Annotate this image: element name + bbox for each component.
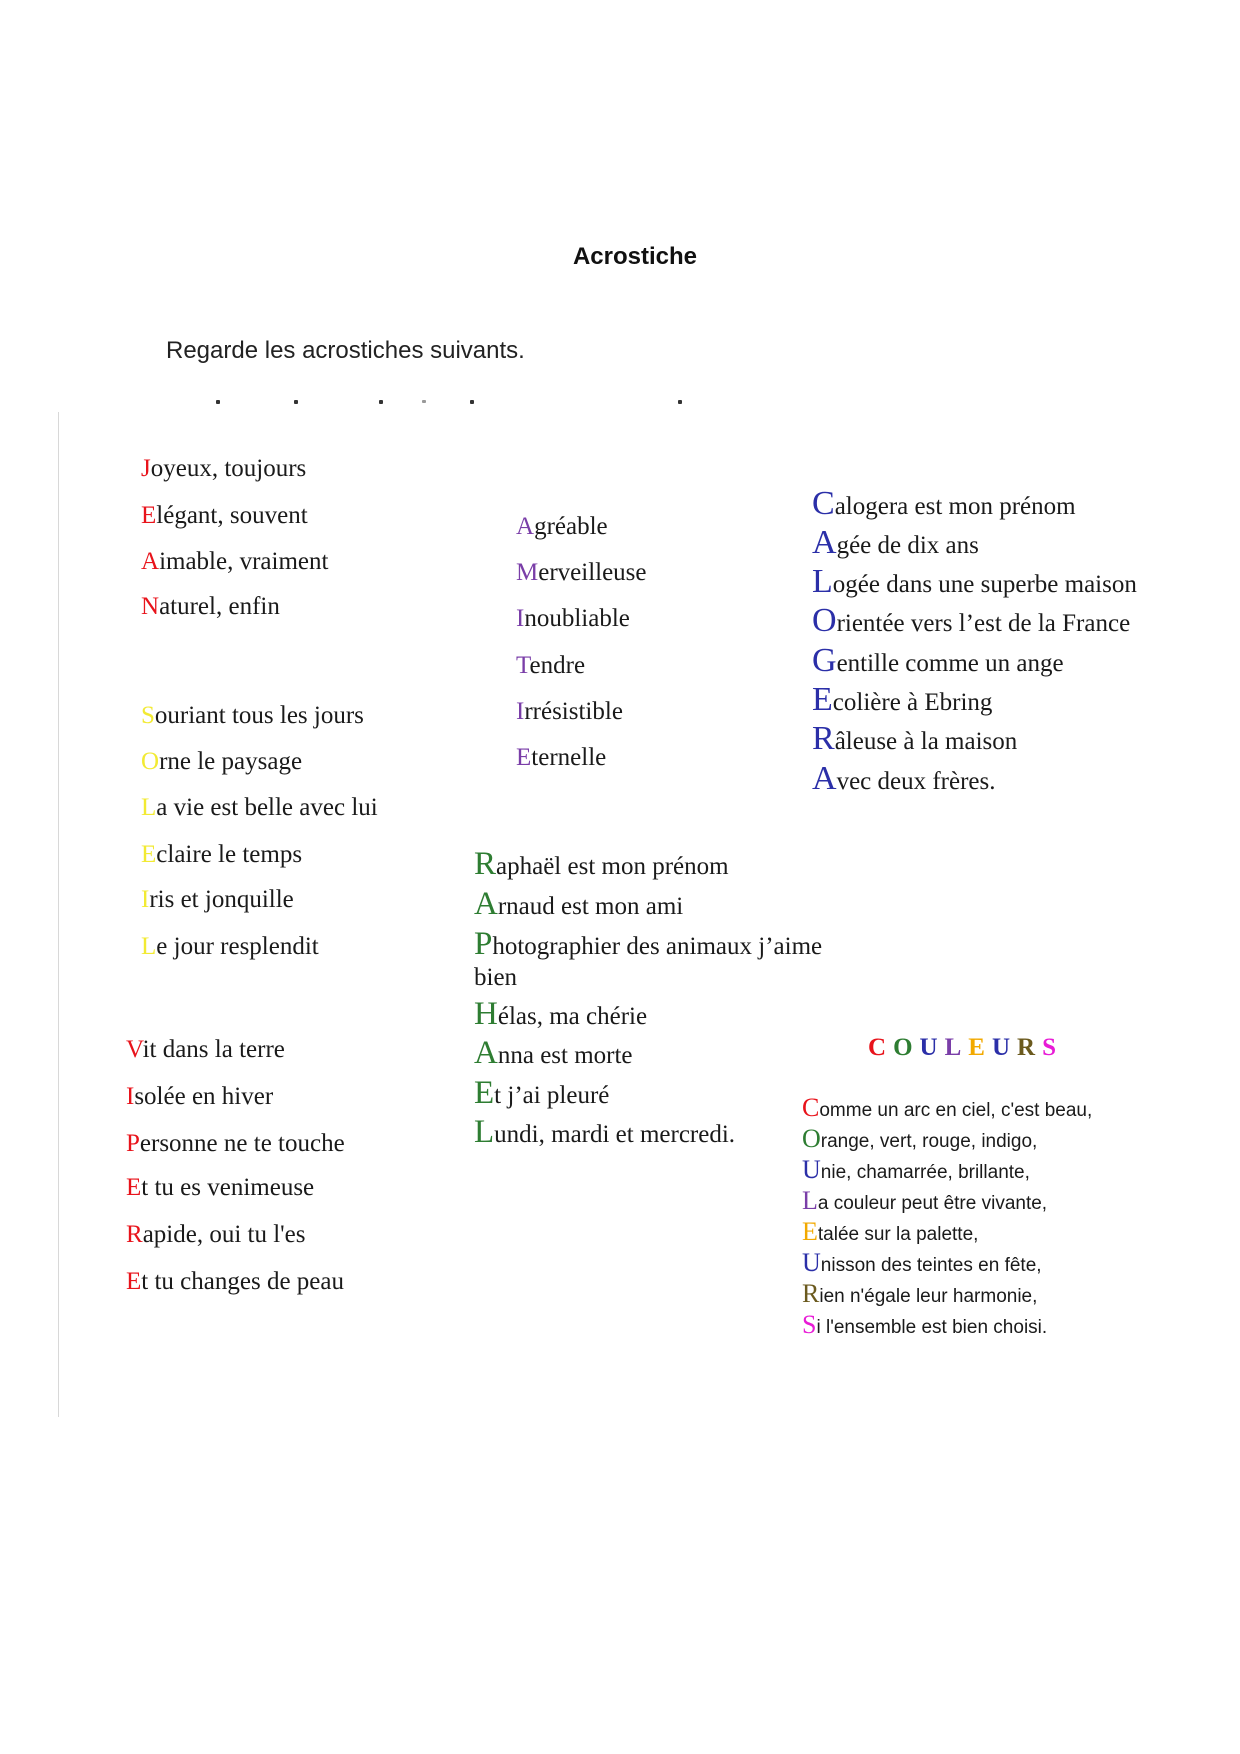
line-text: rne le paysage <box>159 748 303 775</box>
initial-letter: A <box>141 548 160 575</box>
line-text: a couleur peut être vivante, <box>817 1193 1048 1214</box>
initial-letter: R <box>802 1279 820 1308</box>
poem-line <box>802 1186 1047 1216</box>
poem-line <box>141 548 328 576</box>
initial-letter: T <box>516 652 530 679</box>
poem-line <box>141 748 302 776</box>
poem-line <box>141 841 302 869</box>
line-text: aturel, enfin <box>159 593 280 620</box>
line-text: noubliable <box>524 605 630 632</box>
poem-line <box>812 563 1137 601</box>
poem-line <box>474 1075 609 1112</box>
line-text: talée sur la palette, <box>817 1224 979 1245</box>
poem-line <box>474 846 729 883</box>
line-text: gréable <box>534 513 608 540</box>
poem-line <box>126 1221 306 1249</box>
line-text: solée en hiver <box>134 1083 274 1110</box>
line-text: vec deux frères. <box>836 768 996 795</box>
initial-letter: E <box>812 681 833 718</box>
initial-letter: V <box>126 1036 143 1063</box>
initial-letter: C <box>802 1093 820 1122</box>
separator-dot <box>422 400 426 403</box>
line-text: t tu es venimeuse <box>141 1174 315 1201</box>
separator-dot <box>379 400 383 404</box>
line-text: hotographier des animaux j’aime <box>492 933 823 960</box>
line-text: ersonne ne te touche <box>139 1130 345 1157</box>
poem-line <box>516 513 608 541</box>
poem-line <box>474 1035 633 1072</box>
poem-line <box>474 1114 735 1151</box>
instruction-text: Regarde les acrostiches suivants. <box>166 337 525 364</box>
line-text: a vie est belle avec lui <box>156 794 378 821</box>
poem-line <box>474 996 647 1033</box>
line-text: i l'ensemble est bien choisi. <box>816 1317 1048 1338</box>
poem-line <box>141 886 294 914</box>
initial-letter: L <box>812 563 833 600</box>
line-text: ris et jonquille <box>149 886 294 913</box>
poem-line <box>516 698 623 726</box>
poem-line <box>126 1174 314 1202</box>
initial-letter: G <box>812 642 837 679</box>
poem-line <box>141 455 306 483</box>
line-text: it dans la terre <box>142 1036 285 1063</box>
initial-letter: C <box>812 485 835 522</box>
initial-letter: L <box>141 933 157 960</box>
initial-letter: I <box>516 698 525 725</box>
title-letter: U <box>991 1034 1018 1061</box>
line-text: ternelle <box>531 744 607 771</box>
poem-line <box>802 1093 1092 1123</box>
poem-line <box>516 559 647 587</box>
poem-line <box>141 702 364 730</box>
initial-letter: A <box>516 513 535 540</box>
poem-line <box>812 681 992 719</box>
line-continuation: bien <box>474 964 518 991</box>
initial-letter: O <box>141 748 160 775</box>
title-letter: O <box>893 1034 920 1061</box>
initial-letter: E <box>802 1217 818 1246</box>
poem-line <box>802 1155 1030 1185</box>
poem-line <box>126 1036 285 1064</box>
line-text: t tu changes de peau <box>141 1268 344 1295</box>
title-letter: R <box>1017 1034 1043 1061</box>
initial-letter: E <box>126 1174 142 1201</box>
dotted-separator <box>0 400 1240 416</box>
initial-letter: E <box>474 1075 495 1111</box>
title-letter: S <box>1042 1034 1063 1061</box>
initial-letter: R <box>126 1221 143 1248</box>
initial-letter: U <box>802 1155 821 1184</box>
line-text: endre <box>529 652 586 679</box>
line-text: erveilleuse <box>538 559 647 586</box>
initial-letter: S <box>141 702 155 729</box>
line-text: oyeux, toujours <box>150 455 307 482</box>
line-text: colière à Ebring <box>832 689 993 716</box>
title-letter: E <box>968 1034 992 1061</box>
line-text: ien n'égale leur harmonie, <box>819 1286 1038 1307</box>
line-text: undi, mardi et mercredi. <box>494 1121 736 1148</box>
poem-line <box>141 502 308 530</box>
initial-letter: P <box>126 1130 140 1157</box>
initial-letter: L <box>141 794 157 821</box>
initial-letter: H <box>474 996 498 1032</box>
initial-letter: A <box>812 760 837 797</box>
line-text: apide, oui tu l'es <box>142 1221 306 1248</box>
left-margin-line <box>58 412 59 1417</box>
poem-line <box>474 886 683 923</box>
line-text: imable, vraiment <box>159 548 329 575</box>
separator-dot <box>216 400 220 404</box>
line-text: rientée vers l’est de la France <box>836 610 1131 637</box>
initial-letter: I <box>126 1083 135 1110</box>
initial-letter: E <box>516 744 532 771</box>
line-text: alogera est mon prénom <box>834 493 1076 520</box>
line-text: omme un arc en ciel, c'est beau, <box>819 1100 1093 1121</box>
initial-letter: N <box>141 593 160 620</box>
initial-letter: I <box>141 886 150 913</box>
poem-line <box>126 1130 345 1158</box>
line-text: claire le temps <box>156 841 303 868</box>
initial-letter: J <box>141 455 151 482</box>
poem-line <box>141 794 378 822</box>
line-text: range, vert, rouge, indigo, <box>820 1131 1038 1152</box>
line-text: ouriant tous les jours <box>154 702 364 729</box>
initial-letter: A <box>474 886 498 922</box>
initial-letter: A <box>812 524 837 561</box>
line-text: rnaud est mon ami <box>497 893 684 920</box>
acrostic-couleurs-title <box>868 1034 1063 1062</box>
poem-line <box>812 602 1130 640</box>
line-text: nie, chamarrée, brillante, <box>820 1162 1030 1183</box>
poem-line <box>516 605 630 633</box>
initial-letter: L <box>802 1186 818 1215</box>
initial-letter: I <box>516 605 525 632</box>
poem-line <box>141 593 280 621</box>
line-text: âleuse à la maison <box>834 728 1018 755</box>
poem-line <box>812 760 996 798</box>
poem-line <box>802 1217 978 1247</box>
poem-line <box>474 926 822 963</box>
poem-line <box>802 1310 1047 1340</box>
line-text: rrésistible <box>524 698 623 725</box>
initial-letter: M <box>516 559 539 586</box>
line-text: aphaël est mon prénom <box>496 853 729 880</box>
poem-line <box>141 933 319 961</box>
line-text: e jour resplendit <box>156 933 319 960</box>
poem-line <box>802 1124 1037 1154</box>
line-text: ogée dans une superbe maison <box>832 571 1137 598</box>
poem-line <box>802 1248 1042 1278</box>
line-text: légant, souvent <box>156 502 308 529</box>
line-text: nna est morte <box>497 1042 633 1069</box>
title-letter: U <box>919 1034 945 1061</box>
separator-dot <box>678 400 682 404</box>
page-title: Acrostiche <box>572 243 698 270</box>
initial-letter: E <box>126 1268 142 1295</box>
initial-letter: U <box>802 1248 821 1277</box>
poem-line <box>516 652 585 680</box>
separator-dot <box>294 400 298 404</box>
initial-letter: L <box>474 1114 495 1150</box>
initial-letter: P <box>474 926 493 962</box>
poem-line <box>126 1268 344 1296</box>
separator-dot <box>470 400 474 404</box>
line-text: élas, ma chérie <box>497 1003 648 1030</box>
initial-letter: O <box>802 1124 821 1153</box>
line-text: gée de dix ans <box>836 532 979 559</box>
poem-line <box>812 642 1064 680</box>
poem-line <box>812 720 1017 758</box>
initial-letter: R <box>812 720 835 757</box>
initial-letter: E <box>141 841 157 868</box>
poem-line <box>812 485 1076 523</box>
initial-letter: E <box>141 502 157 529</box>
line-text: t j’ai pleuré <box>494 1082 610 1109</box>
title-letter: C <box>868 1034 894 1061</box>
poem-line <box>802 1279 1037 1309</box>
poem-line <box>126 1083 273 1111</box>
initial-letter: S <box>802 1310 817 1339</box>
initial-letter: A <box>474 1035 498 1071</box>
line-text: nisson des teintes en fête, <box>820 1255 1042 1276</box>
title-letter: L <box>944 1034 969 1061</box>
line-text: entille comme un ange <box>836 650 1064 677</box>
poem-line <box>812 524 979 562</box>
initial-letter: R <box>474 846 497 882</box>
initial-letter: O <box>812 602 837 639</box>
poem-line <box>516 744 606 772</box>
